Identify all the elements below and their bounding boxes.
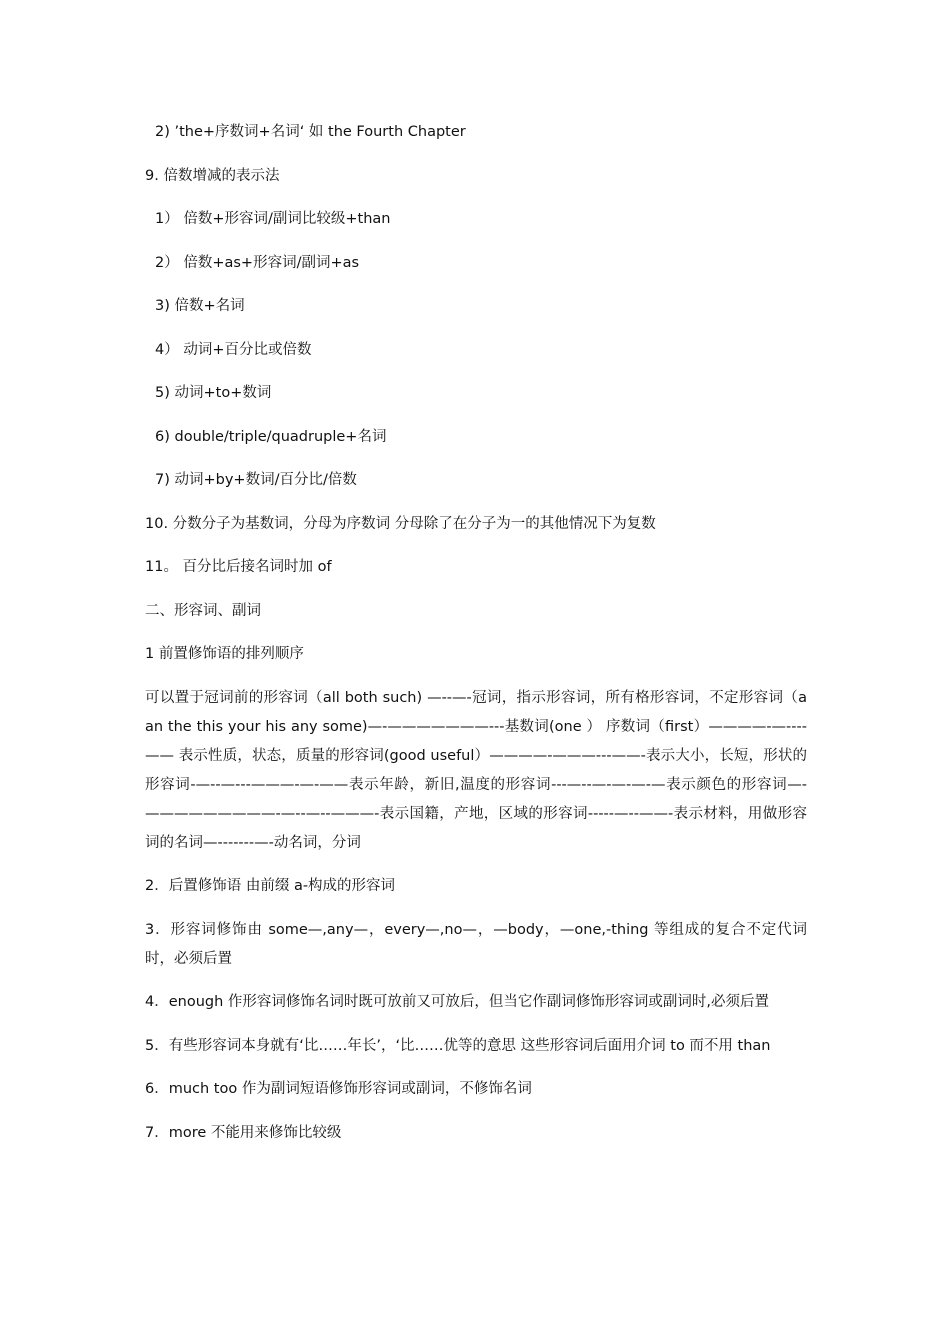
heading-fractions: 10. 分数分子为基数词，分母为序数词 分母除了在分子为一的其他情况下为复数 — [145, 515, 656, 532]
point-senior-superior: 5．有些形容词本身就有‘比……年长’，‘比……优等的意思 这些形容词后面用介词 to 而不用 than — [145, 1037, 771, 1054]
item-multiple-noun: 3) 倍数+名词 — [155, 298, 245, 314]
heading-premodifier-order: 1 前置修饰语的排列顺序 — [145, 646, 304, 662]
point-more-comparative: 7．more 不能用来修饰比较级 — [145, 1124, 342, 1141]
heading-multiples: 9. 倍数增减的表示法 — [145, 167, 280, 184]
paragraph-modifier-order: 可以置于冠词前的形容词（all both such) —--—-冠词，指示形容词，所有格形容词，不定形容词（a an the this your his any some)—-———————---基数词(one ） 序数词（first）————-—----—— 表示性质，状态，质量的形容词(good useful）————-———---——-表示大小，长短，形状的形容词-—--—---———-—-——表示年龄，新旧,温度的形容词---—--—-—-—-—表示颜色的形容词—-—————————-—--—--———-表示国籍，产地，区域的形容词-----—--——-表示材料，用做形容词的名词—-------—-动名词，分词 — [145, 689, 807, 851]
item-ordinal-the: 2) ’the+序数词+名词‘ 如 the Fourth Chapter — [155, 124, 466, 140]
item-multiple-as-as: 2） 倍数+as+形容词/副词+as — [155, 254, 360, 271]
item-double-triple: 6) double/triple/quadruple+名词 — [155, 428, 387, 445]
point-postmodifier: 2．后置修饰语 由前缀 a-构成的形容词 — [145, 878, 396, 894]
item-verb-percent: 4） 动词+百分比或倍数 — [155, 341, 312, 358]
item-multiple-comparative: 1） 倍数+形容词/副词比较级+than — [155, 211, 391, 227]
point-compound-indefinite: 3．形容词修饰由 some—,any—，every—,no—，—body，—one,-thing 等组成的复合不定代词时，必须后置 — [145, 921, 807, 967]
document-body — [145, 118, 807, 1162]
point-enough: 4．enough 作形容词修饰名词时既可放前又可放后，但当它作副词修饰形容词或副词时,必须后置 — [145, 994, 770, 1010]
section-title-adjectives-adverbs: 二、形容词、副词 — [145, 602, 261, 619]
point-much-too: 6．much too 作为副词短语修饰形容词或副词，不修饰名词 — [145, 1081, 532, 1097]
item-verb-to-number: 5) 动词+to+数词 — [155, 385, 272, 401]
heading-percent-of: 11。 百分比后接名词时加 of — [145, 559, 332, 575]
item-verb-by-number: 7) 动词+by+数词/百分比/倍数 — [155, 472, 357, 488]
